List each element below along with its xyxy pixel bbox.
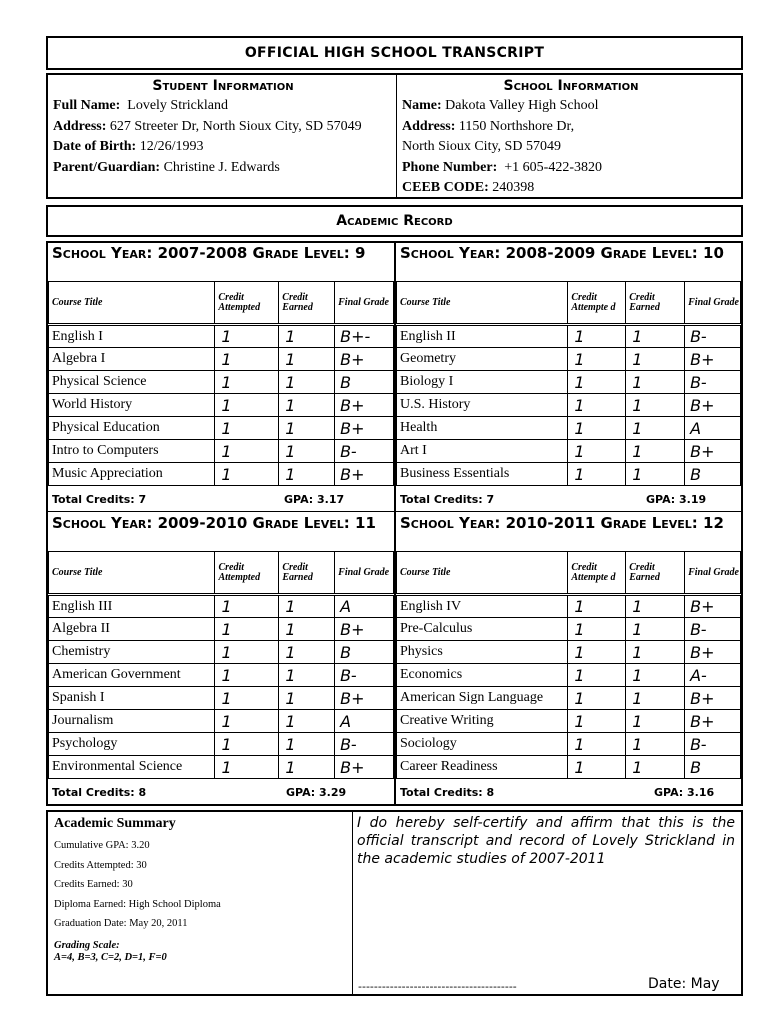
credit-attempted: 1 xyxy=(215,371,279,394)
student-info xyxy=(53,77,393,178)
table-row xyxy=(397,641,741,664)
table-row xyxy=(49,348,394,371)
academic-summary-heading: Academic Summary xyxy=(54,816,176,831)
school-phone-label: Phone Number: xyxy=(402,159,498,175)
credit-attempted: 1 xyxy=(568,417,626,440)
year-block-2008-2009 xyxy=(396,243,741,506)
course-title: English I xyxy=(49,325,215,348)
school-phone: +1 605-422-3820 xyxy=(504,159,603,175)
table-row xyxy=(397,325,741,348)
credit-attempted: 1 xyxy=(215,641,279,664)
course-title: Business Essentials xyxy=(397,463,568,486)
table-header-row xyxy=(397,282,741,325)
year-block-2007-2008 xyxy=(48,243,394,506)
course-title: Chemistry xyxy=(49,641,215,664)
table-row xyxy=(49,463,394,486)
course-title: American Sign Language xyxy=(397,687,568,710)
credit-attempted: 1 xyxy=(215,417,279,440)
credit-attempted: 1 xyxy=(568,664,626,687)
final-grade: B+ xyxy=(335,394,394,417)
year-heading: School Year: 2007-2008 Grade Level: 9 xyxy=(52,244,366,262)
table-header-row xyxy=(49,282,394,325)
table-header-row xyxy=(397,552,741,595)
final-grade: A xyxy=(335,710,394,733)
final-grade: B+ xyxy=(685,348,741,371)
student-name-row xyxy=(53,96,393,117)
credit-attempted: 1 xyxy=(568,710,626,733)
credit-attempted: 1 xyxy=(215,733,279,756)
final-grade: A- xyxy=(685,664,741,687)
info-divider xyxy=(396,75,397,197)
credit-earned: 1 xyxy=(279,756,335,779)
credit-attempted: 1 xyxy=(568,440,626,463)
school-address-row xyxy=(402,117,740,138)
table-row xyxy=(49,440,394,463)
credit-earned: 1 xyxy=(626,417,685,440)
course-title: Biology I xyxy=(397,371,568,394)
final-grade: B- xyxy=(335,440,394,463)
student-name: Lovely Strickland xyxy=(127,98,228,113)
school-phone-row xyxy=(402,158,740,179)
student-address-label: Address: xyxy=(53,118,107,134)
year-row-divider xyxy=(48,511,741,512)
cumulative-gpa: Cumulative GPA: 3.20 xyxy=(54,840,150,851)
credit-attempted: 1 xyxy=(568,348,626,371)
col-credit-attempted: Credit Attempted xyxy=(215,282,279,325)
col-final-grade: Final Grade xyxy=(685,282,741,325)
final-grade: B xyxy=(335,371,394,394)
credit-earned: 1 xyxy=(626,687,685,710)
final-grade: B+ xyxy=(685,394,741,417)
year-heading: School Year: 2010-2011 Grade Level: 12 xyxy=(400,514,724,532)
col-course-title: Course Title xyxy=(397,552,568,595)
course-title: Health xyxy=(397,417,568,440)
table-row xyxy=(49,756,394,779)
grading-scale-label: Grading Scale: xyxy=(54,939,120,951)
transcript-title: OFFICIAL HIGH SCHOOL TRANSCRIPT xyxy=(46,36,743,70)
grading-scale: A=4, B=3, C=2, D=1, F=0 xyxy=(54,951,167,963)
final-grade: B+ xyxy=(335,463,394,486)
final-grade: A xyxy=(685,417,741,440)
credit-attempted: 1 xyxy=(215,394,279,417)
table-row xyxy=(49,325,394,348)
col-credit-earned: Credit Earned xyxy=(279,552,335,595)
credit-earned: 1 xyxy=(279,394,335,417)
year-heading: School Year: 2009-2010 Grade Level: 11 xyxy=(52,514,376,532)
table-row xyxy=(397,756,741,779)
credit-earned: 1 xyxy=(279,733,335,756)
course-title: Environmental Science xyxy=(49,756,215,779)
final-grade: B+ xyxy=(335,417,394,440)
table-row xyxy=(397,664,741,687)
student-address: 627 Streeter Dr, North Sioux City, SD 57049 xyxy=(109,118,362,134)
credit-earned: 1 xyxy=(279,618,335,641)
table-row xyxy=(397,394,741,417)
final-grade: B+- xyxy=(335,325,394,348)
credit-earned: 1 xyxy=(626,595,685,618)
course-title: Art I xyxy=(397,440,568,463)
certification-statement: I do hereby self-certify and affirm that this is the official transcript and record of Lovely Strickland in the academic studies of 2007-2011 xyxy=(357,815,735,867)
table-row xyxy=(49,618,394,641)
col-credit-attempted: Credit Attempted xyxy=(215,552,279,595)
credit-attempted: 1 xyxy=(568,394,626,417)
col-credit-earned: Credit Earned xyxy=(626,282,685,325)
credit-attempted: 1 xyxy=(568,618,626,641)
school-ceeb-row xyxy=(402,178,740,199)
course-title: Algebra I xyxy=(49,348,215,371)
final-grade: B+ xyxy=(685,595,741,618)
student-info-heading: Student Information xyxy=(152,78,294,94)
student-address-row xyxy=(53,117,393,138)
student-name-label: Full Name: xyxy=(53,98,121,113)
year-block-2010-2011 xyxy=(396,513,741,799)
school-name: Dakota Valley High School xyxy=(445,98,599,113)
table-row xyxy=(397,371,741,394)
credit-attempted: 1 xyxy=(215,664,279,687)
credits-earned: Credits Earned: 30 xyxy=(54,879,133,890)
final-grade: B+ xyxy=(685,641,741,664)
total-credits: Total Credits: 8 xyxy=(52,786,147,799)
diploma-earned: Diploma Earned: High School Diploma xyxy=(54,898,221,910)
credit-earned: 1 xyxy=(626,733,685,756)
course-title: U.S. History xyxy=(397,394,568,417)
table-row xyxy=(397,463,741,486)
col-credit-earned: Credit Earned xyxy=(279,282,335,325)
course-title: Geometry xyxy=(397,348,568,371)
course-title: Psychology xyxy=(49,733,215,756)
credit-attempted: 1 xyxy=(568,641,626,664)
school-address-line2: North Sioux City, SD 57049 xyxy=(402,139,561,154)
table-row xyxy=(397,687,741,710)
final-grade: B- xyxy=(685,371,741,394)
final-grade: B+ xyxy=(335,687,394,710)
col-course-title: Course Title xyxy=(397,282,568,325)
credit-earned: 1 xyxy=(626,756,685,779)
credit-earned: 1 xyxy=(279,371,335,394)
year-block-2009-2010 xyxy=(48,513,394,799)
table-row xyxy=(49,687,394,710)
final-grade: B- xyxy=(335,664,394,687)
final-grade: B xyxy=(335,641,394,664)
col-course-title: Course Title xyxy=(49,282,215,325)
credit-attempted: 1 xyxy=(568,756,626,779)
credit-attempted: 1 xyxy=(215,618,279,641)
school-address-line1: 1150 Northshore Dr, xyxy=(458,118,575,134)
table-row xyxy=(397,348,741,371)
course-title: Physical Education xyxy=(49,417,215,440)
col-final-grade: Final Grade xyxy=(335,282,394,325)
credit-attempted: 1 xyxy=(568,595,626,618)
summary-section xyxy=(46,810,743,996)
year-table xyxy=(396,551,741,779)
year-heading: School Year: 2008-2009 Grade Level: 10 xyxy=(400,244,724,262)
academic-record-heading: Academic Record xyxy=(46,205,743,237)
table-row xyxy=(397,595,741,618)
final-grade: B+ xyxy=(335,618,394,641)
total-credits: Total Credits: 7 xyxy=(52,493,147,506)
year-gpa: GPA: 3.16 xyxy=(654,786,715,799)
course-title: World History xyxy=(49,394,215,417)
table-row xyxy=(397,440,741,463)
year-table xyxy=(48,551,394,779)
credit-earned: 1 xyxy=(626,325,685,348)
school-ceeb: 240398 xyxy=(492,180,535,195)
school-name-label: Name: xyxy=(402,98,442,113)
credit-earned: 1 xyxy=(279,348,335,371)
final-grade: B+ xyxy=(335,756,394,779)
credit-attempted: 1 xyxy=(215,463,279,486)
credit-earned: 1 xyxy=(279,417,335,440)
col-course-title: Course Title xyxy=(49,552,215,595)
course-title: Economics xyxy=(397,664,568,687)
course-title: Sociology xyxy=(397,733,568,756)
table-row xyxy=(397,710,741,733)
course-title: English II xyxy=(397,325,568,348)
course-title: American Government xyxy=(49,664,215,687)
col-final-grade: Final Grade xyxy=(335,552,394,595)
credit-attempted: 1 xyxy=(215,756,279,779)
certification-date: Date: May xyxy=(648,976,720,992)
academic-record-years xyxy=(46,241,743,806)
year-gpa: GPA: 3.29 xyxy=(286,786,347,799)
final-grade: B+ xyxy=(685,440,741,463)
year-table xyxy=(48,281,394,486)
table-row xyxy=(49,641,394,664)
credit-attempted: 1 xyxy=(568,733,626,756)
credit-earned: 1 xyxy=(626,618,685,641)
credit-earned: 1 xyxy=(626,641,685,664)
table-row xyxy=(49,595,394,618)
credit-earned: 1 xyxy=(626,348,685,371)
year-gpa: GPA: 3.19 xyxy=(646,493,707,506)
final-grade: B- xyxy=(685,733,741,756)
course-title: English III xyxy=(49,595,215,618)
col-credit-earned: Credit Earned xyxy=(626,552,685,595)
table-row xyxy=(397,618,741,641)
credit-earned: 1 xyxy=(626,463,685,486)
credit-earned: 1 xyxy=(626,664,685,687)
total-credits: Total Credits: 7 xyxy=(400,493,495,506)
year-gpa: GPA: 3.17 xyxy=(284,493,345,506)
credit-earned: 1 xyxy=(279,687,335,710)
credit-attempted: 1 xyxy=(568,325,626,348)
credit-earned: 1 xyxy=(626,710,685,733)
table-row xyxy=(49,664,394,687)
table-row xyxy=(49,710,394,733)
col-final-grade: Final Grade xyxy=(685,552,741,595)
col-credit-attempted: Credit Attempte d xyxy=(568,282,626,325)
credits-attempted: Credits Attempted: 30 xyxy=(54,859,147,871)
course-title: Spanish I xyxy=(49,687,215,710)
final-grade: B xyxy=(685,756,741,779)
credit-earned: 1 xyxy=(279,664,335,687)
final-grade: B- xyxy=(335,733,394,756)
school-name-row xyxy=(402,96,740,117)
course-title: Career Readiness xyxy=(397,756,568,779)
table-row xyxy=(49,733,394,756)
school-address-label: Address: xyxy=(402,118,456,134)
student-dob-label: Date of Birth: xyxy=(53,139,137,154)
course-title: Physical Science xyxy=(49,371,215,394)
course-title: Physics xyxy=(397,641,568,664)
credit-earned: 1 xyxy=(626,371,685,394)
final-grade: B- xyxy=(685,325,741,348)
table-row xyxy=(397,733,741,756)
final-grade: A xyxy=(335,595,394,618)
credit-attempted: 1 xyxy=(215,710,279,733)
table-row xyxy=(49,371,394,394)
table-row xyxy=(397,417,741,440)
credit-attempted: 1 xyxy=(568,371,626,394)
credit-attempted: 1 xyxy=(215,440,279,463)
table-row xyxy=(49,417,394,440)
table-header-row xyxy=(49,552,394,595)
table-row xyxy=(49,394,394,417)
col-credit-attempted: Credit Attempte d xyxy=(568,552,626,595)
student-dob-row xyxy=(53,137,393,158)
student-guardian: Christine J. Edwards xyxy=(163,159,280,175)
signature-line[interactable]: ---------------------------------------- xyxy=(358,980,517,993)
student-guardian-label: Parent/Guardian: xyxy=(53,159,161,175)
academic-summary xyxy=(54,816,221,964)
course-title: Algebra II xyxy=(49,618,215,641)
credit-attempted: 1 xyxy=(215,595,279,618)
credit-earned: 1 xyxy=(626,440,685,463)
graduation-date: Graduation Date: May 20, 2011 xyxy=(54,918,188,929)
school-ceeb-label: CEEB CODE: xyxy=(402,180,489,195)
credit-earned: 1 xyxy=(279,641,335,664)
info-section xyxy=(46,73,743,199)
credit-earned: 1 xyxy=(279,325,335,348)
final-grade: B+ xyxy=(685,710,741,733)
credit-earned: 1 xyxy=(626,394,685,417)
credit-earned: 1 xyxy=(279,463,335,486)
credit-earned: 1 xyxy=(279,595,335,618)
course-title: Music Appreciation xyxy=(49,463,215,486)
course-title: Pre-Calculus xyxy=(397,618,568,641)
credit-attempted: 1 xyxy=(568,463,626,486)
course-title: Creative Writing xyxy=(397,710,568,733)
summary-divider xyxy=(352,812,353,994)
total-credits: Total Credits: 8 xyxy=(400,786,495,799)
final-grade: B+ xyxy=(685,687,741,710)
course-title: English IV xyxy=(397,595,568,618)
final-grade: B- xyxy=(685,618,741,641)
credit-attempted: 1 xyxy=(215,687,279,710)
student-guardian-row xyxy=(53,158,393,179)
credit-earned: 1 xyxy=(279,440,335,463)
credit-earned: 1 xyxy=(279,710,335,733)
final-grade: B+ xyxy=(335,348,394,371)
year-table xyxy=(396,281,741,486)
credit-attempted: 1 xyxy=(215,348,279,371)
credit-attempted: 1 xyxy=(568,687,626,710)
student-dob: 12/26/1993 xyxy=(139,139,204,154)
school-info xyxy=(402,77,740,199)
school-info-heading: School Information xyxy=(503,78,639,94)
course-title: Intro to Computers xyxy=(49,440,215,463)
credit-attempted: 1 xyxy=(215,325,279,348)
course-title: Journalism xyxy=(49,710,215,733)
final-grade: B xyxy=(685,463,741,486)
